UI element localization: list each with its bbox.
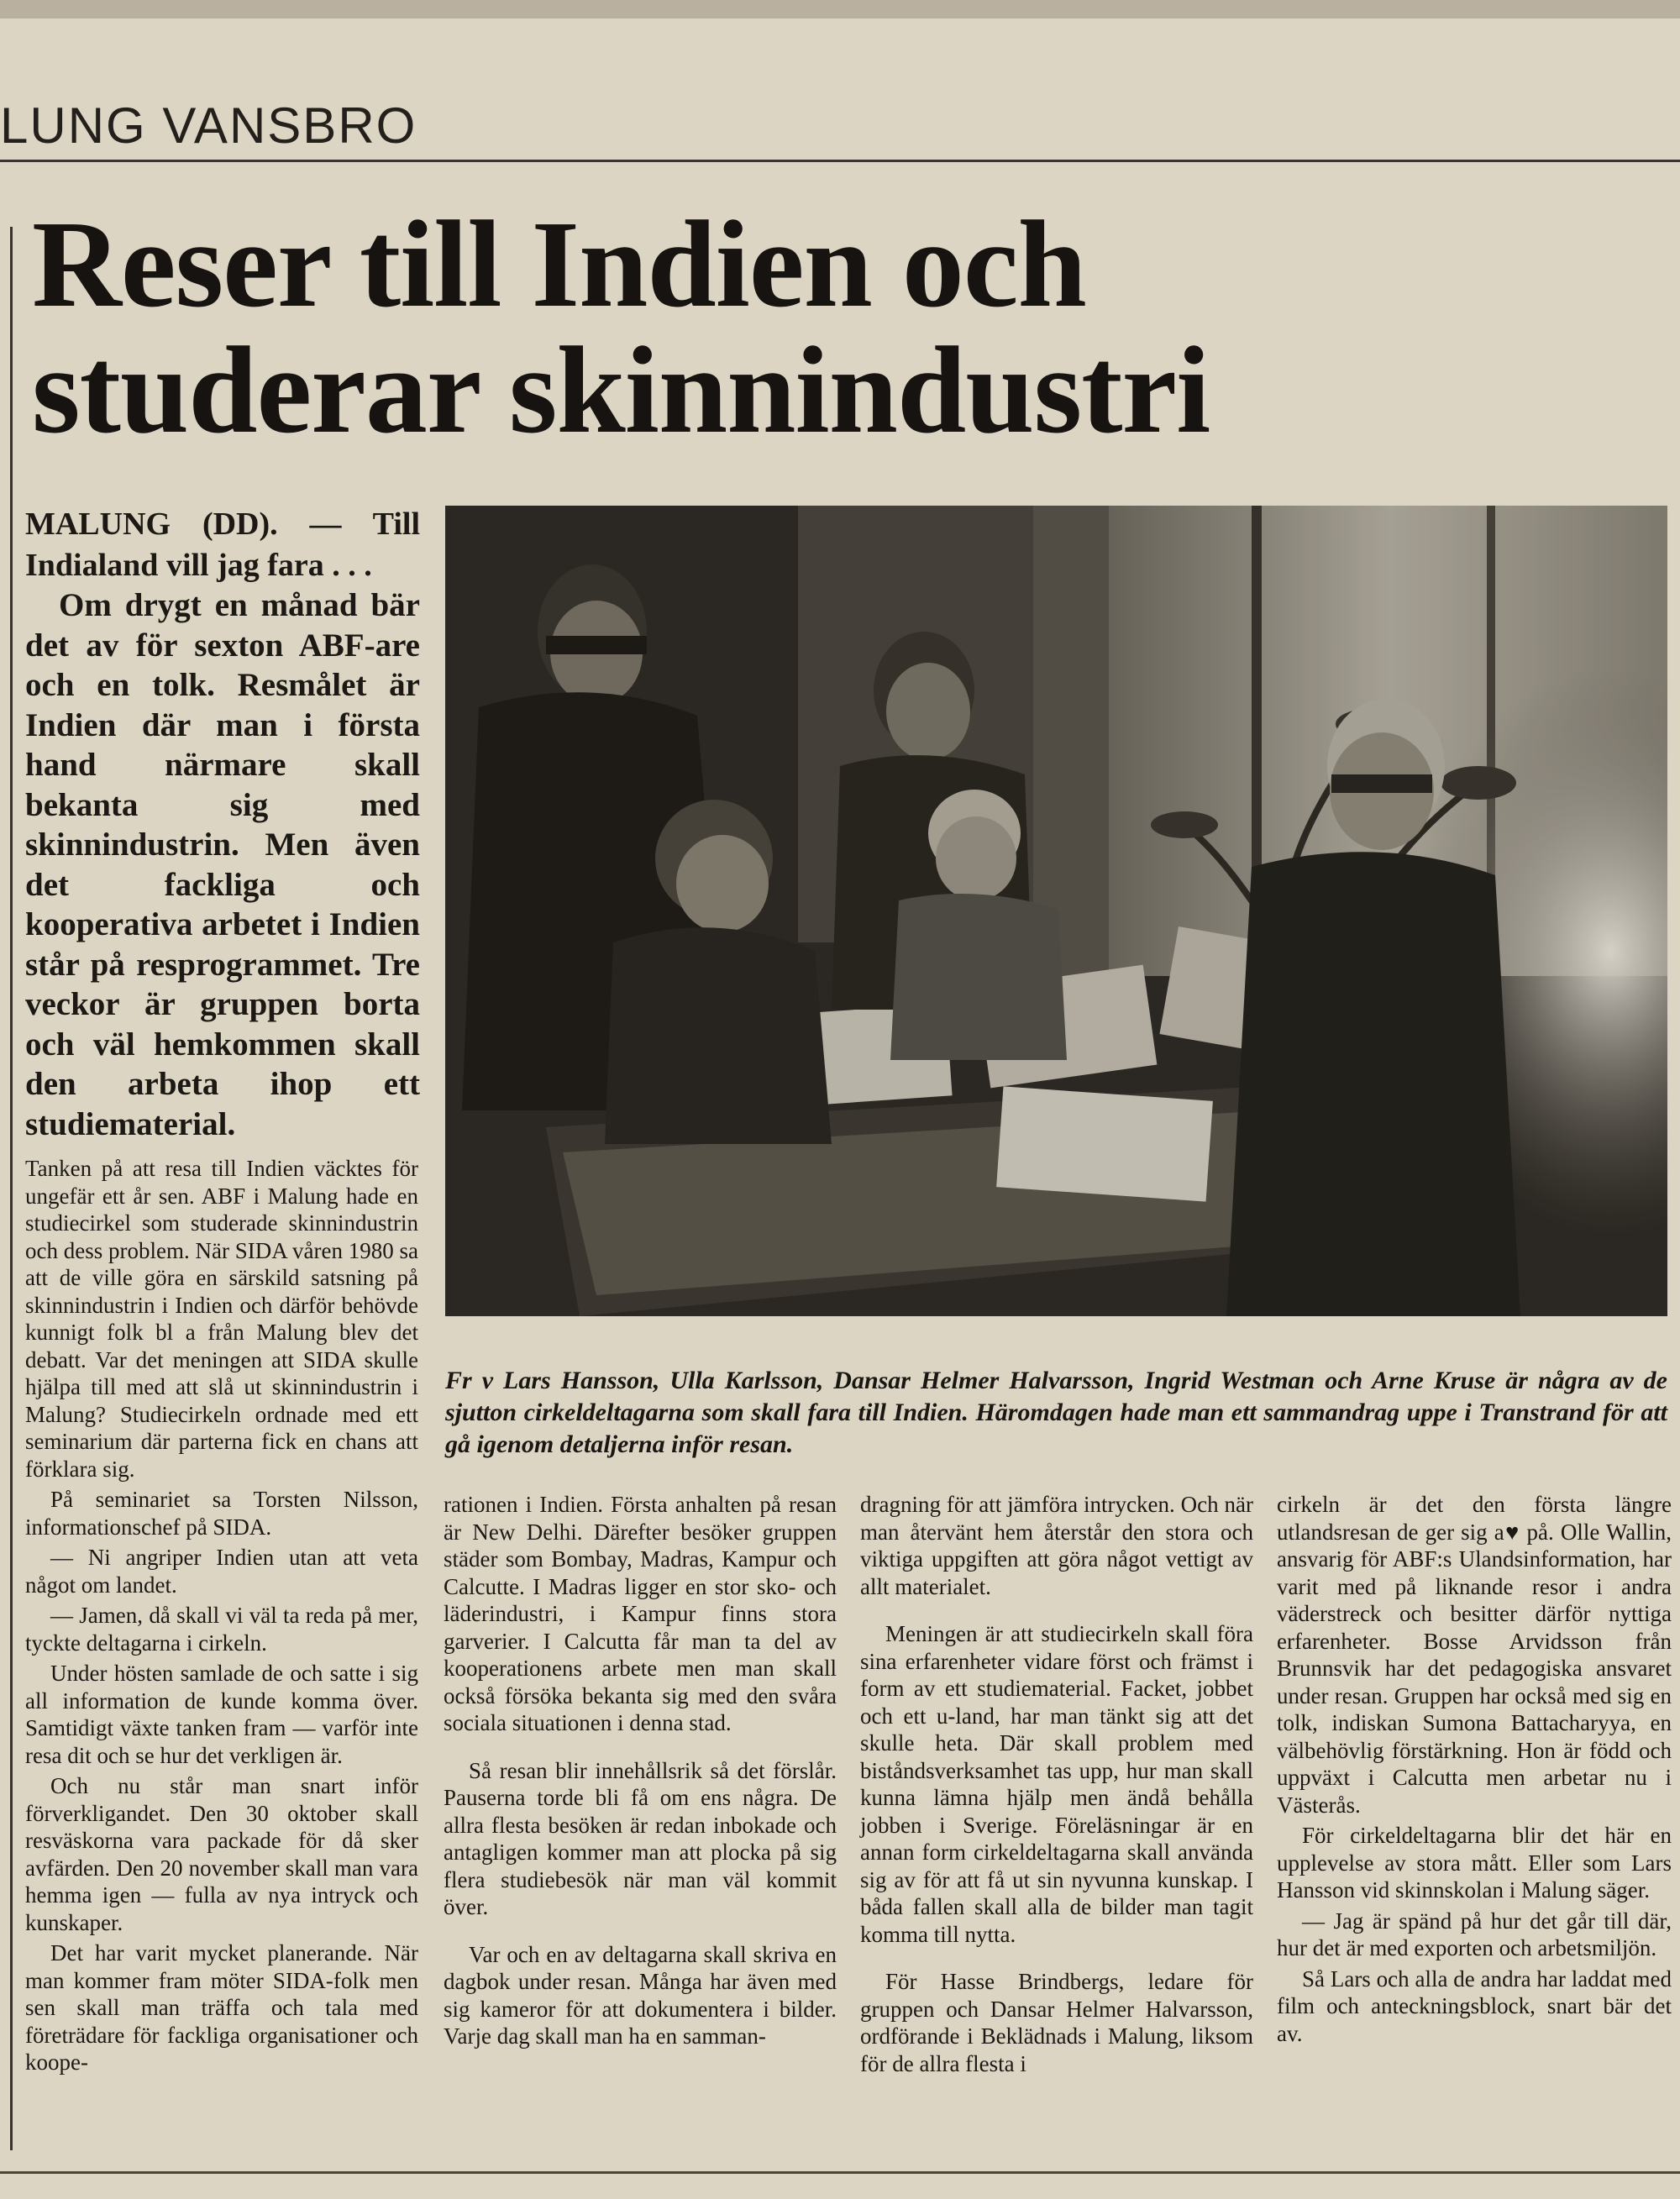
column-2 (444, 1491, 837, 2054)
col3-paragraph: För Hasse Brindbergs, ledare för gruppen och Dansar Helmer Halvarsson, ordförande i Beklädnads i Malung, liksom för de allra flesta i (860, 1969, 1253, 2076)
article-headline (32, 196, 1342, 459)
article-lead (25, 504, 420, 1144)
photo-caption: Fr v Lars Hansson, Ulla Karlsson, Dansar Helmer Halvarsson, Ingrid Westman och Arne Kruse är några av de sjutton cirkeldeltagarna som skall fara till Indien. Häromdagen hade man ett sammandrag uppe i Transtrand för att gå igenom detaljerna inför resan. (445, 1367, 1667, 1458)
photo-illustration (445, 506, 1667, 1316)
col1-paragraph: På seminariet sa Torsten Nilsson, informationschef på SIDA. (25, 1487, 418, 1540)
col4-paragraph: — Jag är spänd på hur det går till där, hur det är med exporten och arbetsmiljön. (1277, 1908, 1672, 1960)
article-photo (445, 506, 1667, 1316)
col4-paragraph: För cirkeldeltagarna blir det här en upplevelse av stora mått. Eller som Lars Hansson vid skinnskolan i Malung säger. (1277, 1823, 1672, 1902)
col2-paragraph: Var och en av deltagarna skall skriva en dagbok under resan. Många har även med sig kameror för att dokumentera i bilder. Varje dag skall man ha en samman- (444, 1941, 837, 2049)
col4-paragraph: cirkeln är det den första längre utlandsresan de ger sig a♥ på. Olle Wallin, ansvarig för ABF:s Ulandsinformation, har varit med på liknande resor i andra väderstreck och besitter därför nyttiga erfarenheter. Bosse Arvidsson från Brunnsvik har det pedagogiska ansvaret under resan. Gruppen har också med sig en tolk, indiskan Sumona Battacharyya, en välbehövlig förstärkning. Hon är född och uppväxt i Calcutta men arbetar nu i Västerås. (1277, 1492, 1672, 1818)
lead-body: Om drygt en månad bär det av för sexton ABF-are och en tolk. Resmålet är Indien där man i första hand närmare skall bekanta sig med skinnindustrin. Men även det fackliga och kooperativa arbetet i Indien står på resprogrammet. Tre veckor är gruppen borta och väl hemkommen skall den arbeta ihop ett studiematerial. (25, 587, 420, 1142)
section-divider (0, 160, 1680, 162)
col3-paragraph: Meningen är att studiecirkeln skall föra sina erfarenheter vidare först och främst i form av ett studiematerial. Facket, jobbet och ett u-land, har man tänkt sig att det skulle heta. Där skall problem med biståndsverksamhet tas upp, hur man skall kunna lämna hjälp men ändå behålla jobben i Sverige. Föreläsningar är en annan form cirkeldeltagarna skall använda sig av för att få ut sin nyvunna kunskap. I båda fallen skall alla de bilder man tagit komma till nytta. (860, 1621, 1253, 1947)
section-label: LUNG VANSBRO (0, 97, 417, 154)
clipping-bottom-rule (0, 2171, 1680, 2174)
col1-paragraph: — Ni angriper Indien utan att veta något om landet. (25, 1545, 418, 1598)
col4-paragraph: Så Lars och alla de andra har laddat med film och anteckningsblock, snart bär det av. (1277, 1965, 1672, 2046)
col1-paragraph: Under hösten samlade de och satte i sig all information de kunde komma över. Samtidigt växte tanken fram — varför inte resa dit och se hur det verkligen är. (25, 1661, 418, 1768)
col3-paragraph: dragning för att jämföra intrycken. Och när man återvänt hem återstår den stora och viktiga uppgiften att göra något vettigt av allt materialet. (860, 1492, 1253, 1599)
column-4 (1277, 1491, 1672, 2050)
col2-paragraph: Så resan blir innehållsrik så det förslår. Pauserna torde bli få om ens några. De allra flesta besöken är redan inbokade och antagligen kommer man att plocka på sig flera studiebesök när man väl kommit över. (444, 1757, 837, 1919)
col1-paragraph: Det har varit mycket planerande. När man kommer fram möter SIDA-folk men sen skall man träffa och tala med företrädare för fackliga organisationer och koope- (25, 1940, 418, 2075)
column-3 (860, 1491, 1253, 2081)
col1-paragraph: Och nu står man snart inför förverkligandet. Den 30 oktober skall resväskorna vara packade för då sker avfärden. Den 20 november skall man vara hemma igen — fulla av nya intryck och kunskaper. (25, 1773, 418, 1935)
lead-dateline: MALUNG (DD). — Till Indialand vill jag fara . . . (25, 506, 420, 583)
col1-paragraph: — Jamen, då skall vi väl ta reda på mer, tyckte deltagarna i cirkeln. (25, 1603, 418, 1656)
col1-paragraph: Tanken på att resa till Indien väcktes för ungefär ett år sen. ABF i Malung hade en studiecirkel som studerade skinnindustrin och dess problem. När SIDA våren 1980 sa att de ville göra en särskild satsning på skinnindustrin i Indien och därför behövde kunnigt folk bl a från Malung blev det debatt. Var det meningen att SIDA skulle hjälpa till med att slå ut skinnindustrin i Malung? Studiecirkeln ordnade med ett seminarium där parterna fick en chans att förklara sig. (25, 1156, 418, 1482)
headline-line-2: studerar skinnindustri (32, 322, 1210, 459)
clipping-top-edge (0, 0, 1680, 18)
column-rule (10, 227, 13, 2150)
headline-line-1: Reser till Indien och (32, 196, 1086, 333)
column-1 (25, 1155, 418, 2080)
col2-paragraph: rationen i Indien. Första anhalten på resan är New Delhi. Därefter besöker gruppen städer som Bombay, Madras, Kampur och Calcutte. I Madras ligger en stor sko- och läderindustri, i Kampur finns stora garverier. I Calcutta får man ta del av kooperationens arbete men man skall också försöka bekanta sig med den svåra sociala situationen i denna stad. (444, 1492, 837, 1735)
